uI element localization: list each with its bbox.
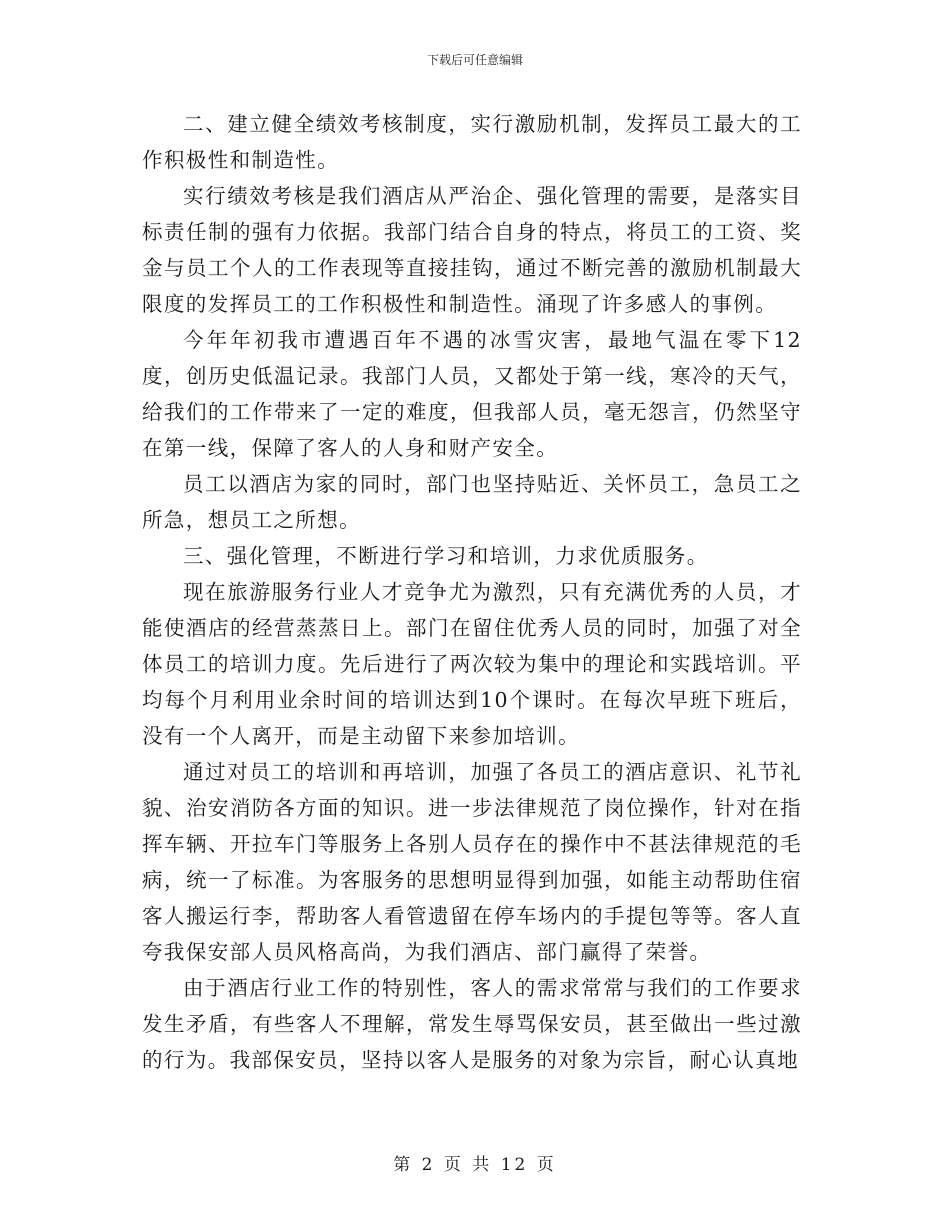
paragraph-guest-conflicts: 由于酒店行业工作的特别性，客人的需求常常与我们的工作要求发生矛盾，有些客人不理解，常发生辱骂保安员，甚至做出一些过激的行为。我部保安员，坚持以客人是服务的对象为宗旨，耐心认真地 <box>142 976 802 1072</box>
paragraph-staff-care: 员工以酒店为家的同时，部门也坚持贴近、关怀员工，急员工之所急，想员工之所想。 <box>142 472 802 532</box>
paragraph-talent-training: 现在旅游服务行业人才竞争尤为激烈，只有充满优秀的人员，才能使酒店的经营蒸蒸日上。部门在留住优秀人员的同时，加强了对全体员工的培训力度。先后进行了两次较为集中的理论和实践培训。平均每个月利用业余时间的培训达到10个课时。在每次早班下班后，没有一个人离开，而是主动留下来参加培训。 <box>142 580 802 748</box>
page-footer: 第 2 页 共 12 页 <box>393 1155 557 1175</box>
paragraph-section-three-heading: 三、强化管理，不断进行学习和培训，力求优质服务。 <box>183 544 709 568</box>
paragraph-training-results: 通过对员工的培训和再培训，加强了各员工的酒店意识、礼节礼貌、治安消防各方面的知识。进一步法律规范了岗位操作，针对在指挥车辆、开拉车门等服务上各别人员存在的操作中不甚法律规范的毛病，统一了标准。为客服务的思想明显得到加强，如能主动帮助住宿客人搬运行李，帮助客人看管遗留在停车场内的手提包等等。客人直夸我保安部人员风格高尚，为我们酒店、部门赢得了荣誉。 <box>142 760 802 964</box>
document-body <box>142 106 802 1078</box>
paragraph-performance-review: 实行绩效考核是我们酒店从严治企、强化管理的需要，是落实目标责任制的强有力依据。我部门结合自身的特点，将员工的工资、奖金与员工个人的工作表现等直接挂钩，通过不断完善的激励机制最大限度的发挥员工的工作积极性和制造性。涌现了许多感人的事例。 <box>142 184 802 316</box>
paragraph-section-two-heading: 二、建立健全绩效考核制度，实行激励机制，发挥员工最大的工作积极性和制造性。 <box>142 112 802 172</box>
paragraph-snow-disaster: 今年年初我市遭遇百年不遇的冰雪灾害，最地气温在零下12度，创历史低温记录。我部门人员，又都处于第一线，寒冷的天气，给我们的工作带来了一定的难度，但我部人员，毫无怨言，仍然坚守在第一线，保障了客人的人身和财产安全。 <box>142 328 802 460</box>
header-note: 下载后可任意编辑 <box>426 53 523 67</box>
